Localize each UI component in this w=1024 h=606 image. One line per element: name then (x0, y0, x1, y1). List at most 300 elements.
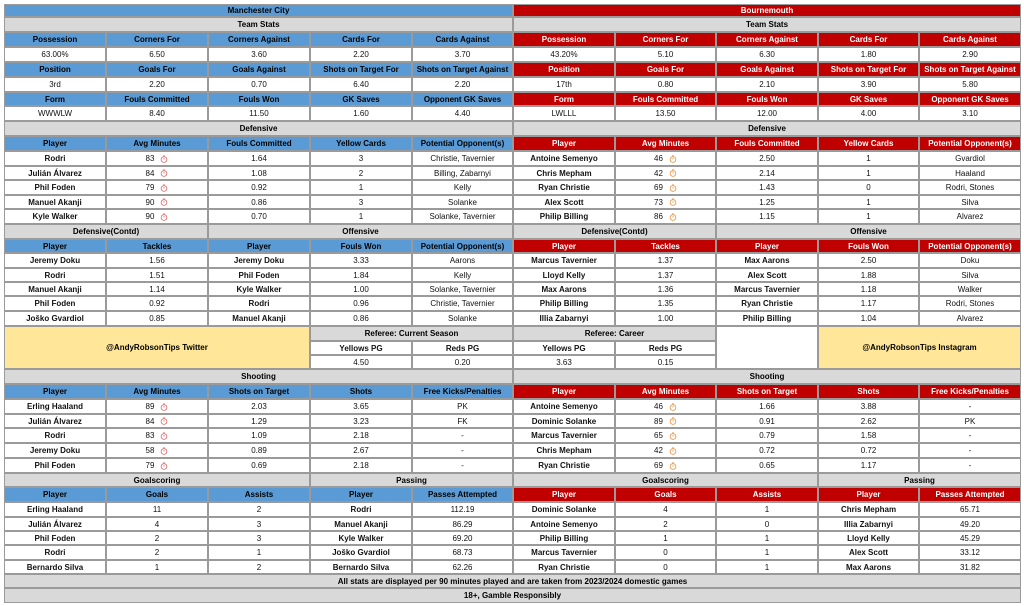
stat-value: 2.20 (412, 77, 513, 92)
table-cell: Rodri, Stones (919, 180, 1021, 195)
stat-value: 2.90 (919, 47, 1021, 62)
player-name: Philip Billing (513, 531, 615, 545)
stat-value: 12.00 (716, 106, 818, 121)
table-cell: 11 (106, 502, 208, 517)
table-cell: 1.00 (310, 282, 412, 296)
player-name: Manuel Akanji (4, 282, 106, 296)
avg-minutes-value: 58 (145, 446, 155, 455)
stat-value: 2.20 (310, 47, 412, 62)
stat-header: Corners For (615, 32, 716, 47)
avg-minutes-value: 84 (145, 416, 155, 426)
stat-value: 4.00 (818, 106, 919, 121)
stopwatch-icon (669, 462, 677, 470)
table-cell: 1.08 (208, 166, 310, 180)
defensive-contd-title: Defensive(Contd) (513, 224, 716, 239)
table-cell: 1.09 (208, 428, 310, 443)
table-cell: 49.20 (919, 517, 1021, 531)
table-cell: 3.65 (310, 399, 412, 414)
avg-minutes-value: 79 (145, 183, 155, 192)
table-cell: 2.50 (716, 151, 818, 166)
stopwatch-icon (160, 403, 168, 411)
stat-header: Opponent GK Saves (412, 92, 513, 106)
shooting-minutes (615, 399, 716, 414)
table-cell: 0.85 (106, 311, 208, 326)
player-name: Phil Foden (4, 180, 106, 195)
stat-header: Cards For (310, 32, 412, 47)
player-name: Illia Zabarnyi (818, 517, 919, 531)
table-cell: - (919, 458, 1021, 473)
stat-header: Possession (4, 32, 106, 47)
player-name: Rodri (4, 151, 106, 166)
passing-title: Passing (310, 473, 513, 487)
stopwatch-icon (669, 213, 677, 221)
player-name: Marcus Tavernier (513, 253, 615, 268)
table-cell: 2 (615, 517, 716, 531)
stopwatch-icon (669, 198, 677, 206)
table-cell: Christie, Tavernier (412, 151, 513, 166)
defensive-minutes (106, 180, 208, 195)
avg-minutes-value: 42 (654, 168, 663, 178)
avg-minutes-value: 83 (145, 431, 155, 440)
table-cell: 0.86 (310, 311, 412, 326)
stat-value: 6.30 (716, 47, 818, 62)
table-cell: 3 (310, 151, 412, 166)
stat-header: Position (513, 62, 615, 77)
stat-header: Position (4, 62, 106, 77)
goalscoring-header: Goals (106, 487, 208, 502)
table-cell: 1.17 (818, 458, 919, 473)
table-cell: 0.72 (716, 443, 818, 458)
table-cell: 2.03 (208, 399, 310, 414)
player-name: Ryan Christie (513, 458, 615, 473)
defensive-minutes (615, 151, 716, 166)
table-cell: 1.64 (208, 151, 310, 166)
table-cell: 2 (106, 545, 208, 560)
table-cell: 62.26 (412, 560, 513, 574)
player-name: Alex Scott (716, 268, 818, 282)
referee-header: Reds PG (412, 341, 513, 355)
table-cell: 2 (106, 531, 208, 545)
table-cell: 1 (818, 209, 919, 224)
stat-value: 3.60 (208, 47, 310, 62)
table-cell: 33.12 (919, 545, 1021, 560)
team-name: Manchester City (4, 4, 513, 17)
shooting-title: Shooting (513, 369, 1021, 384)
avg-minutes-value: 46 (654, 154, 663, 163)
table-cell: Solanke (412, 311, 513, 326)
avg-minutes-value: 90 (145, 212, 155, 221)
offensive-header: Player (716, 239, 818, 253)
table-cell: 0 (615, 545, 716, 560)
player-name: Philip Billing (513, 209, 615, 224)
table-cell: 0.65 (716, 458, 818, 473)
stat-header: Cards Against (412, 32, 513, 47)
player-name: Lloyd Kelly (818, 531, 919, 545)
shooting-minutes (615, 443, 716, 458)
shooting-minutes (106, 428, 208, 443)
table-cell: Haaland (919, 166, 1021, 180)
table-cell: 1.15 (716, 209, 818, 224)
table-cell: - (919, 399, 1021, 414)
table-cell: 2.50 (818, 253, 919, 268)
table-cell: 4 (615, 502, 716, 517)
table-cell: 1 (716, 531, 818, 545)
stat-value: 4.40 (412, 106, 513, 121)
table-cell: Alvarez (919, 209, 1021, 224)
avg-minutes-value: 89 (654, 416, 663, 426)
table-cell: - (919, 428, 1021, 443)
stopwatch-icon (669, 403, 677, 411)
defensive-header: Player (4, 136, 106, 151)
stat-header: Shots on Target For (818, 62, 919, 77)
player-name: Ryan Christie (716, 296, 818, 311)
player-name: Rodri (310, 502, 412, 517)
player-name: Ryan Christie (513, 560, 615, 574)
table-cell: 1.37 (615, 268, 716, 282)
player-name: Marcus Tavernier (716, 282, 818, 296)
table-cell: 86.29 (412, 517, 513, 531)
stat-value: 0.70 (208, 77, 310, 92)
blank-cell (716, 326, 818, 369)
table-cell: Solanke, Tavernier (412, 209, 513, 224)
table-cell: Gvardiol (919, 151, 1021, 166)
table-cell: 1 (716, 560, 818, 574)
player-name: Manuel Akanji (208, 311, 310, 326)
table-cell: 1 (208, 545, 310, 560)
defensive-contd-title: Defensive(Contd) (4, 224, 208, 239)
table-cell: 3.23 (310, 414, 412, 428)
offensive-header: Fouls Won (818, 239, 919, 253)
shooting-minutes (106, 443, 208, 458)
stat-value: 43.20% (513, 47, 615, 62)
stat-value: 3.90 (818, 77, 919, 92)
player-name: Lloyd Kelly (513, 268, 615, 282)
table-cell: 65.71 (919, 502, 1021, 517)
stat-header: Goals For (615, 62, 716, 77)
table-cell: 0.92 (208, 180, 310, 195)
table-cell: 1.36 (615, 282, 716, 296)
table-cell: 1 (818, 195, 919, 209)
stat-value: 11.50 (208, 106, 310, 121)
table-cell: 0.79 (716, 428, 818, 443)
offensive-title: Offensive (716, 224, 1021, 239)
referee-header: Reds PG (615, 341, 716, 355)
stat-header: Shots on Target Against (919, 62, 1021, 77)
player-name: Max Aarons (818, 560, 919, 574)
stat-header: Fouls Committed (615, 92, 716, 106)
passing-header: Player (310, 487, 412, 502)
stat-header: Opponent GK Saves (919, 92, 1021, 106)
player-name: Joško Gvardiol (310, 545, 412, 560)
player-name: Phil Foden (4, 296, 106, 311)
footer-note: All stats are displayed per 90 minutes played and are taken from 2023/2024 domestic games (4, 574, 1021, 588)
stat-value: 5.80 (919, 77, 1021, 92)
table-cell: 69.20 (412, 531, 513, 545)
table-cell: FK (412, 414, 513, 428)
player-name: Rodri (4, 268, 106, 282)
shooting-title: Shooting (4, 369, 513, 384)
stat-header: Corners For (106, 32, 208, 47)
stat-header: Cards Against (919, 32, 1021, 47)
passing-header: Passes Attempted (412, 487, 513, 502)
table-cell: 1 (310, 209, 412, 224)
shooting-minutes (106, 458, 208, 473)
passing-header: Passes Attempted (919, 487, 1021, 502)
offensive-header: Fouls Won (310, 239, 412, 253)
stat-value: 2.20 (106, 77, 208, 92)
table-cell: 0.70 (208, 209, 310, 224)
table-cell: 0.69 (208, 458, 310, 473)
table-cell: 0.96 (310, 296, 412, 311)
table-cell: Solanke (412, 195, 513, 209)
player-name: Max Aarons (716, 253, 818, 268)
avg-minutes-value: 79 (145, 461, 155, 470)
table-cell: 2 (310, 166, 412, 180)
stat-value: 17th (513, 77, 615, 92)
table-cell: PK (919, 414, 1021, 428)
table-cell: 2.67 (310, 443, 412, 458)
player-name: Kyle Walker (4, 209, 106, 224)
stopwatch-icon (669, 169, 677, 177)
table-cell: 0.72 (818, 443, 919, 458)
stat-header: Goals Against (716, 62, 818, 77)
stopwatch-icon (160, 432, 168, 440)
table-cell: Billing, Zabarnyi (412, 166, 513, 180)
avg-minutes-value: 73 (654, 197, 663, 207)
defensive-header: Fouls Committed (208, 136, 310, 151)
player-name: Marcus Tavernier (513, 545, 615, 560)
avg-minutes-value: 69 (654, 183, 663, 192)
goalscoring-title: Goalscoring (4, 473, 310, 487)
table-cell: 1.37 (615, 253, 716, 268)
tackles-header: Tackles (615, 239, 716, 253)
team-stats-title: Team Stats (513, 17, 1021, 32)
instagram-handle[interactable]: @AndyRobsonTips Instagram (818, 326, 1021, 369)
stat-header: Fouls Won (716, 92, 818, 106)
table-cell: Walker (919, 282, 1021, 296)
defensive-minutes (106, 209, 208, 224)
defensive-header: Avg Minutes (106, 136, 208, 151)
stat-header: Goals Against (208, 62, 310, 77)
stat-header: GK Saves (818, 92, 919, 106)
avg-minutes-value: 83 (145, 154, 155, 163)
player-name: Phil Foden (4, 531, 106, 545)
shooting-header: Free Kicks/Penalties (412, 384, 513, 399)
stopwatch-icon (160, 417, 168, 425)
defensive-minutes (615, 209, 716, 224)
player-name: Rodri (208, 296, 310, 311)
avg-minutes-value: 69 (654, 461, 663, 470)
table-cell: 0.92 (106, 296, 208, 311)
table-cell: - (412, 458, 513, 473)
player-name: Philip Billing (513, 296, 615, 311)
player-name: Julián Álvarez (4, 517, 106, 531)
stat-value: 1.60 (310, 106, 412, 121)
team-stats-title: Team Stats (4, 17, 513, 32)
shooting-header: Avg Minutes (106, 384, 208, 399)
defensive-minutes (106, 195, 208, 209)
player-name: Julián Álvarez (4, 166, 106, 180)
passing-header: Player (818, 487, 919, 502)
shooting-minutes (615, 428, 716, 443)
stat-value: 0.80 (615, 77, 716, 92)
offensive-header: Potential Opponent(s) (919, 239, 1021, 253)
shooting-minutes (615, 458, 716, 473)
defensive-title: Defensive (513, 121, 1021, 136)
goalscoring-header: Assists (716, 487, 818, 502)
table-cell: 1 (106, 560, 208, 574)
shooting-header: Player (513, 384, 615, 399)
shooting-header: Shots (310, 384, 412, 399)
stopwatch-icon (160, 155, 168, 163)
stat-value: 6.40 (310, 77, 412, 92)
stat-value: 1.80 (818, 47, 919, 62)
table-cell: Kelly (412, 180, 513, 195)
player-name: Philip Billing (716, 311, 818, 326)
stopwatch-icon (160, 184, 168, 192)
table-cell: 0.89 (208, 443, 310, 458)
offensive-title: Offensive (208, 224, 513, 239)
table-cell: - (412, 428, 513, 443)
table-cell: 2.62 (818, 414, 919, 428)
table-cell: 1.18 (818, 282, 919, 296)
defensive-minutes (106, 166, 208, 180)
stat-header: Possession (513, 32, 615, 47)
stat-value: 2.10 (716, 77, 818, 92)
table-cell: 1 (716, 502, 818, 517)
tackles-header: Player (513, 239, 615, 253)
stat-header: GK Saves (310, 92, 412, 106)
stopwatch-icon (669, 155, 677, 163)
player-name: Antoine Semenyo (513, 151, 615, 166)
defensive-header: Fouls Committed (716, 136, 818, 151)
stat-value: 5.10 (615, 47, 716, 62)
referee-value: 0.20 (412, 355, 513, 369)
defensive-header: Potential Opponent(s) (412, 136, 513, 151)
table-cell: 2.14 (716, 166, 818, 180)
table-cell: 1.43 (716, 180, 818, 195)
table-cell: 45.29 (919, 531, 1021, 545)
player-name: Erling Haaland (4, 502, 106, 517)
avg-minutes-value: 90 (145, 197, 155, 207)
tackles-header: Tackles (106, 239, 208, 253)
player-name: Antoine Semenyo (513, 517, 615, 531)
player-name: Jeremy Doku (208, 253, 310, 268)
stat-header: Shots on Target For (310, 62, 412, 77)
stat-value: 3.70 (412, 47, 513, 62)
referee-header: Yellows PG (310, 341, 412, 355)
player-name: Dominic Solanke (513, 414, 615, 428)
table-cell: 3.33 (310, 253, 412, 268)
table-cell: Silva (919, 268, 1021, 282)
shooting-header: Shots on Target (208, 384, 310, 399)
goalscoring-header: Assists (208, 487, 310, 502)
table-cell: 112.19 (412, 502, 513, 517)
player-name: Rodri (4, 545, 106, 560)
table-cell: 1.25 (716, 195, 818, 209)
stat-value: 3rd (4, 77, 106, 92)
player-name: Ryan Christie (513, 180, 615, 195)
stopwatch-icon (160, 198, 168, 206)
table-cell: 1.88 (818, 268, 919, 282)
stat-value: 6.50 (106, 47, 208, 62)
stat-value: 8.40 (106, 106, 208, 121)
table-cell: 1 (716, 545, 818, 560)
player-name: Erling Haaland (4, 399, 106, 414)
passing-title: Passing (818, 473, 1021, 487)
goalscoring-title: Goalscoring (513, 473, 818, 487)
table-cell: 31.82 (919, 560, 1021, 574)
table-cell: - (919, 443, 1021, 458)
avg-minutes-value: 46 (654, 402, 663, 411)
table-cell: 3 (208, 517, 310, 531)
offensive-header: Potential Opponent(s) (412, 239, 513, 253)
player-name: Kyle Walker (310, 531, 412, 545)
stat-header: Fouls Committed (106, 92, 208, 106)
table-cell: 1 (818, 151, 919, 166)
referee-season-title: Referee: Current Season (310, 326, 513, 341)
table-cell: 0.86 (208, 195, 310, 209)
shooting-header: Avg Minutes (615, 384, 716, 399)
table-cell: Christie, Tavernier (412, 296, 513, 311)
goalscoring-header: Goals (615, 487, 716, 502)
stat-value: 63.00% (4, 47, 106, 62)
table-cell: 4 (106, 517, 208, 531)
table-cell: 2.18 (310, 428, 412, 443)
stopwatch-icon (669, 432, 677, 440)
table-cell: Rodri, Stones (919, 296, 1021, 311)
player-name: Jeremy Doku (4, 253, 106, 268)
table-cell: 1.58 (818, 428, 919, 443)
table-cell: 1 (818, 166, 919, 180)
player-name: Illia Zabarnyi (513, 311, 615, 326)
defensive-minutes (615, 180, 716, 195)
table-cell: 2 (208, 560, 310, 574)
referee-value: 4.50 (310, 355, 412, 369)
table-cell: 2 (208, 502, 310, 517)
twitter-handle[interactable]: @AndyRobsonTips Twitter (4, 326, 310, 369)
player-name: Chris Mepham (513, 443, 615, 458)
table-cell: Aarons (412, 253, 513, 268)
goalscoring-header: Player (4, 487, 106, 502)
referee-value: 3.63 (513, 355, 615, 369)
referee-career-title: Referee: Career (513, 326, 716, 341)
player-name: Manuel Akanji (4, 195, 106, 209)
defensive-header: Yellow Cards (818, 136, 919, 151)
goalscoring-header: Player (513, 487, 615, 502)
table-cell: 1.00 (615, 311, 716, 326)
player-name: Julián Álvarez (4, 414, 106, 428)
table-cell: 1.14 (106, 282, 208, 296)
defensive-title: Defensive (4, 121, 513, 136)
avg-minutes-value: 86 (654, 212, 663, 221)
referee-header: Yellows PG (513, 341, 615, 355)
stat-header: Form (4, 92, 106, 106)
table-cell: 0.91 (716, 414, 818, 428)
player-name: Manuel Akanji (310, 517, 412, 531)
table-cell: 1.29 (208, 414, 310, 428)
shooting-header: Player (4, 384, 106, 399)
stat-header: Corners Against (208, 32, 310, 47)
player-name: Joško Gvardiol (4, 311, 106, 326)
defensive-minutes (615, 195, 716, 209)
table-cell: 1 (310, 180, 412, 195)
table-cell: 1.51 (106, 268, 208, 282)
shooting-header: Shots (818, 384, 919, 399)
player-name: Rodri (4, 428, 106, 443)
stopwatch-icon (669, 447, 677, 455)
stat-header: Shots on Target Against (412, 62, 513, 77)
